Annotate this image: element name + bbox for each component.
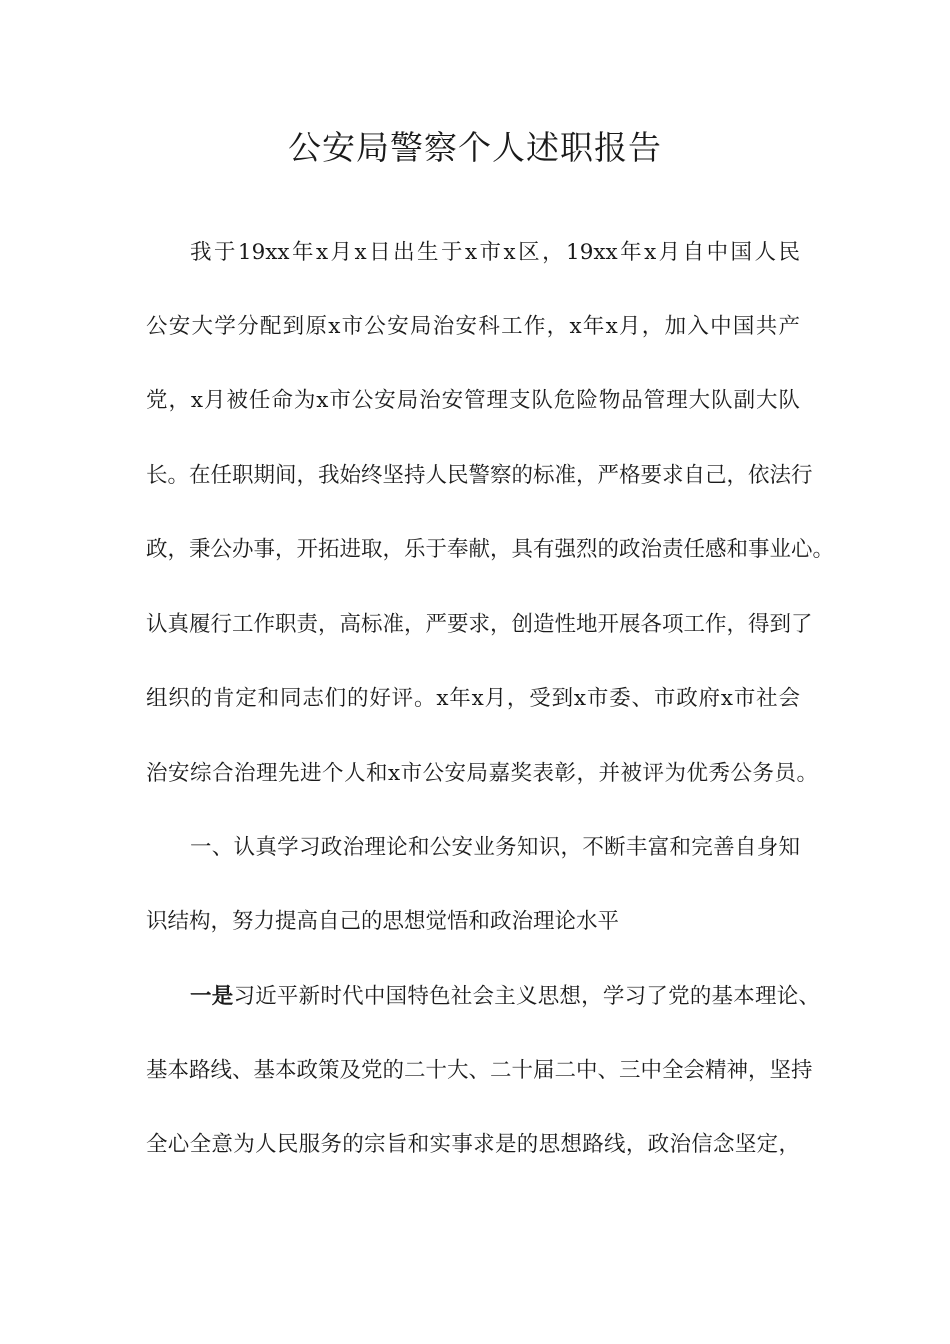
- paragraph-line: 政，秉公办事，开拓进取，乐于奉献，具有强烈的政治责任感和事业心。: [146, 537, 835, 562]
- paragraph-line: 基本路线、基本政策及党的二十大、二十届二中、三中全会精神，坚持: [146, 1058, 813, 1083]
- section-heading-line: 一、认真学习政治理论和公安业务知识，不断丰富和完善自身知: [190, 835, 800, 860]
- paragraph-line: 认真履行工作职责，高标准，严要求，创造性地开展各项工作，得到了: [146, 612, 813, 637]
- paragraph-line: 组织的肯定和同志们的好评。x年x月，受到x市委、市政府x市社会: [146, 686, 800, 711]
- paragraph-line: 治安综合治理先进个人和x市公安局嘉奖表彰，并被评为优秀公务员。: [146, 761, 818, 786]
- paragraph-text: 习近平新时代中国特色社会主义思想，学习了党的基本理论、: [233, 984, 820, 1009]
- paragraph-line: 党，x月被任命为x市公安局治安管理支队危险物品管理大队副大队: [146, 388, 800, 413]
- document-title: 公安局警察个人述职报告: [288, 128, 662, 167]
- paragraph-line: 我于19xx年x月x日出生于x市x区，19xx年x月自中国人民: [190, 240, 800, 265]
- bold-lead: 一是: [190, 984, 234, 1009]
- paragraph-line: 全心全意为人民服务的宗旨和实事求是的思想路线，政治信念坚定，: [146, 1132, 800, 1157]
- paragraph-line: [190, 982, 820, 1012]
- section-heading-line: 识结构，努力提高自己的思想觉悟和政治理论水平: [146, 909, 620, 934]
- paragraph-line: 公安大学分配到原x市公安局治安科工作，x年x月，加入中国共产: [146, 314, 800, 339]
- paragraph-line: 长。在任职期间，我始终坚持人民警察的标准，严格要求自己，依法行: [146, 463, 813, 488]
